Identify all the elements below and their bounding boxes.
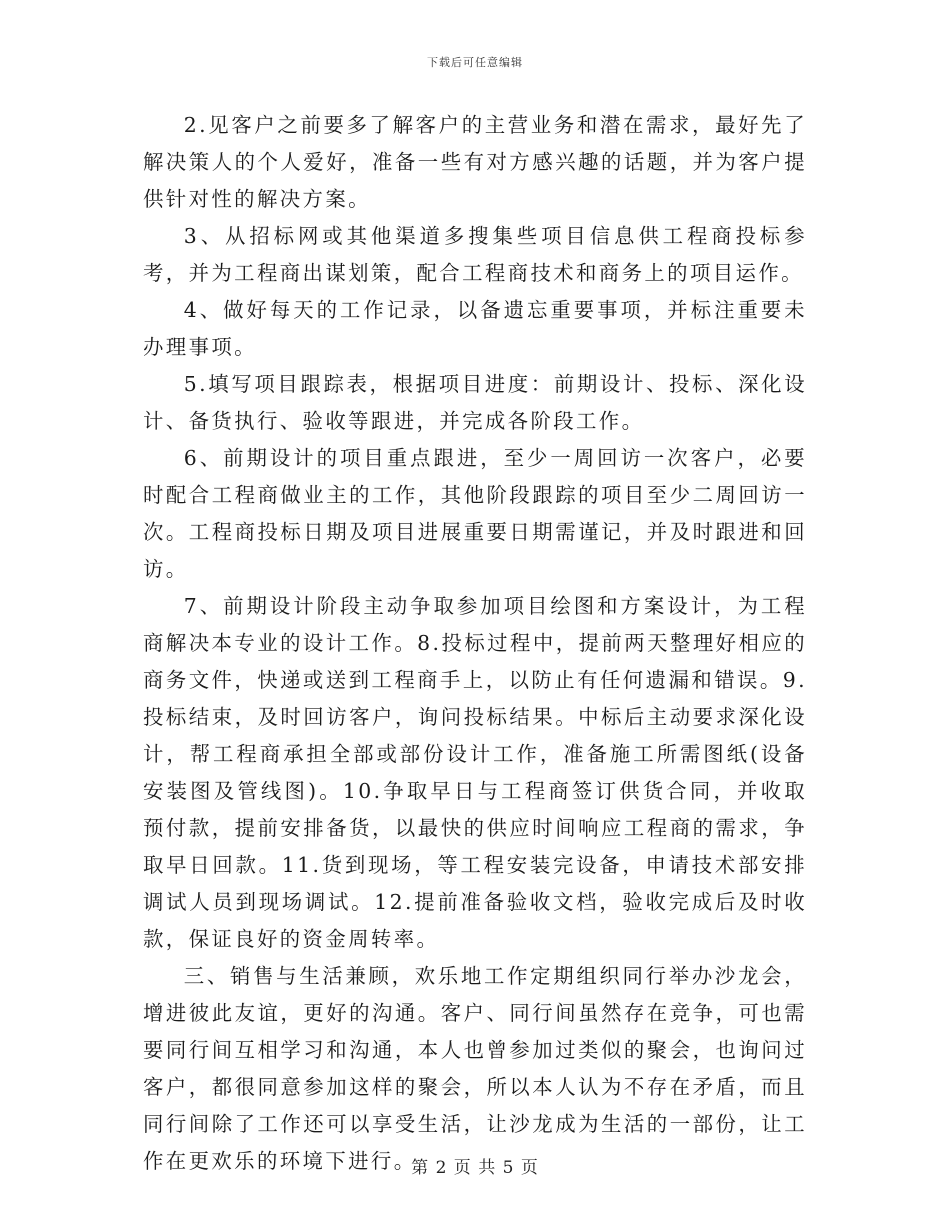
document-body	[143, 107, 807, 1180]
paragraph-item-6: 6、前期设计的项目重点跟进，至少一周回访一次客户，必要时配合工程商做业主的工作，其他阶段跟踪的项目至少二周回访一次。工程商投标日期及项目进展重要日期需谨记，并及时跟进和回访。	[143, 446, 807, 581]
paragraph-item-4: 4、做好每天的工作记录，以备遗忘重要事项，并标注重要未办理事项。	[143, 298, 807, 359]
paragraph-item-2: 2.见客户之前要多了解客户的主营业务和潜在需求，最好先了解决策人的个人爱好，准备一些有对方感兴趣的话题，并为客户提供针对性的解决方案。	[143, 113, 807, 211]
paragraph-section-three: 三、销售与生活兼顾，欢乐地工作定期组织同行举办沙龙会，增进彼此友谊，更好的沟通。客户、同行间虽然存在竞争，可也需要同行间互相学习和沟通，本人也曾参加过类似的聚会，也询问过客户，都很同意参加这样的聚会，所以本人认为不存在矛盾，而且同行间除了工作还可以享受生活，让沙龙成为生活的一部份，让工作在更欢乐的环境下进行。	[143, 964, 807, 1173]
paragraph-item-7-12: 7、前期设计阶段主动争取参加项目绘图和方案设计，为工程商解决本专业的设计工作。8.投标过程中，提前两天整理好相应的商务文件，快递或送到工程商手上，以防止有任何遗漏和错误。9.投标结束，及时回访客户，询问投标结果。中标后主动要求深化设计，帮工程商承担全部或部份设计工作，准备施工所需图纸(设备安装图及管线图)。10.争取早日与工程商签订供货合同，并收取预付款，提前安排备货，以最快的供应时间响应工程商的需求，争取早日回款。11.货到现场，等工程安装完设备，申请技术部安排调试人员到现场调试。12.提前准备验收文档，验收完成后及时收款，保证良好的资金周转率。	[143, 594, 807, 951]
page-header: 下载后可任意编辑	[427, 56, 523, 69]
footer-prefix: 第	[411, 1158, 430, 1178]
footer-current-page: 2	[435, 1158, 448, 1178]
footer-middle: 页 共	[453, 1158, 497, 1178]
page-number-footer	[0, 1153, 950, 1178]
paragraph-item-3: 3、从招标网或其他渠道多搜集些项目信息供工程商投标参考，并为工程商出谋划策，配合工程商技术和商务上的项目运作。	[143, 224, 807, 285]
footer-total-pages: 5	[502, 1158, 515, 1178]
footer-suffix: 页	[520, 1158, 539, 1178]
paragraph-item-5: 5.填写项目跟踪表，根据项目进度：前期设计、投标、深化设计、备货执行、验收等跟进，并完成各阶段工作。	[143, 372, 807, 433]
